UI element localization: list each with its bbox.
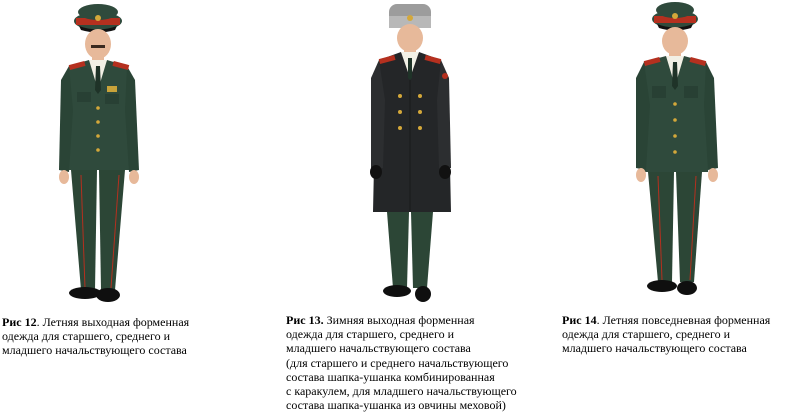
caption-line: (для старшего и среднего начальствующего (286, 355, 509, 370)
figure-number: Рис 12 (2, 315, 37, 329)
caption-line: младшего начальствующего состава (2, 343, 187, 358)
caption-text: Зимняя выходная форменная (323, 313, 475, 327)
figure-13-winter-dress-uniform-illustration (365, 0, 465, 305)
caption-line: состава шапка-ушанка из овчины меховой) (286, 398, 506, 413)
caption-line: состава шапка-ушанка комбинированная (286, 369, 495, 384)
caption-line: с каракулем, для младшего начальствующего (286, 384, 517, 399)
figure-13-caption (286, 313, 517, 412)
figure-number: Рис 14 (562, 313, 597, 327)
caption-line: одежда для старшего, среднего и (562, 327, 731, 342)
caption-line: одежда для старшего, среднего и (286, 327, 455, 342)
figure-14-summer-everyday-uniform-illustration (632, 0, 732, 305)
caption-line: одежда для старшего, среднего и (2, 329, 171, 344)
caption-line: младшего начальствующего состава (562, 341, 747, 356)
caption-text: . Летняя выходная форменная (36, 315, 190, 329)
caption-text: . Летняя повседневная форменная (596, 313, 771, 327)
caption-line: младшего начальствующего состава (286, 341, 471, 356)
figure-14-caption (562, 313, 770, 356)
figure-number: Рис 13. (286, 313, 324, 327)
figure-12-caption (2, 315, 189, 358)
figure-12-summer-dress-uniform-illustration (55, 0, 155, 310)
